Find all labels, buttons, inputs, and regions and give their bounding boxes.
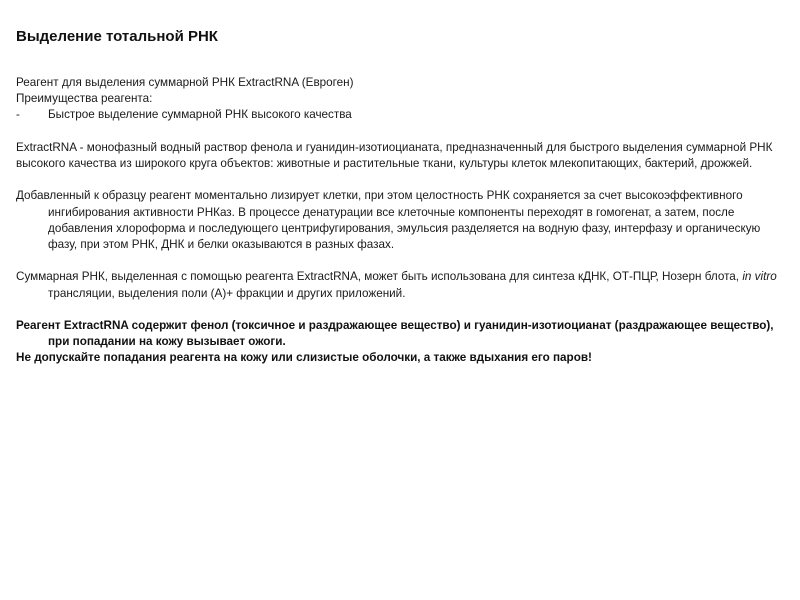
page-title: Выделение тотальной РНК — [16, 28, 218, 45]
usage-paragraph — [16, 269, 786, 301]
warning-paragraph: Реагент ExtractRNA содержит фенол (токсичное и раздражающее вещество) и гуанидин-изотиоцианат (раздражающее вещество), при попадании на кожу вызывает ожоги. — [16, 318, 774, 349]
warning-paragraph-2: Не допускайте попадания реагента на кожу или слизистые оболочки, а также вдыхания его паров! — [16, 351, 592, 365]
intro-line-reagent: Реагент для выделения суммарной РНК ExtractRNA (Евроген) — [16, 76, 354, 89]
usage-text-before: Суммарная РНК, выделенная с помощью реагента ExtractRNA, может быть использована для синтеза кДНК, ОТ-ПЦР, Нозерн блота, — [16, 270, 743, 284]
bullet-dash: - — [16, 108, 20, 122]
advantage-text: Быстрое выделение суммарной РНК высокого качества — [48, 108, 352, 122]
lysis-paragraph: Добавленный к образцу реагент моментально лизирует клетки, при этом целостность РНК сохраняется за счет высокоэффективного ингибирования активности РНКаз. В процессе денатурации все клеточные компоненты переходят в гомогенат, а затем, после добавления хлороформа и последующего центрифугирования, эмульсия разделяется на водную фазу, интерфазу и органическую фазу, при этом РНК, ДНК и белки оказываются в разных фазах. — [16, 189, 761, 251]
intro-line-advantages: Преимущества реагента: — [16, 92, 153, 106]
usage-text-italic: in vitro — [742, 270, 777, 284]
description-paragraph: ExtractRNA - монофазный водный раствор фенола и гуанидин-изотиоцианата, предназначенный для быстрого выделения суммарной РНК высокого качества из широкого круга объектов: животные и растительные ткани, культуры клеток млекопитающих, бактерий, дрожжей. — [16, 140, 773, 170]
usage-text-after: трансляции, выделения поли (А)+ фракции и других приложений. — [48, 286, 406, 300]
advantage-list-item — [16, 107, 786, 123]
document-page — [16, 28, 786, 367]
